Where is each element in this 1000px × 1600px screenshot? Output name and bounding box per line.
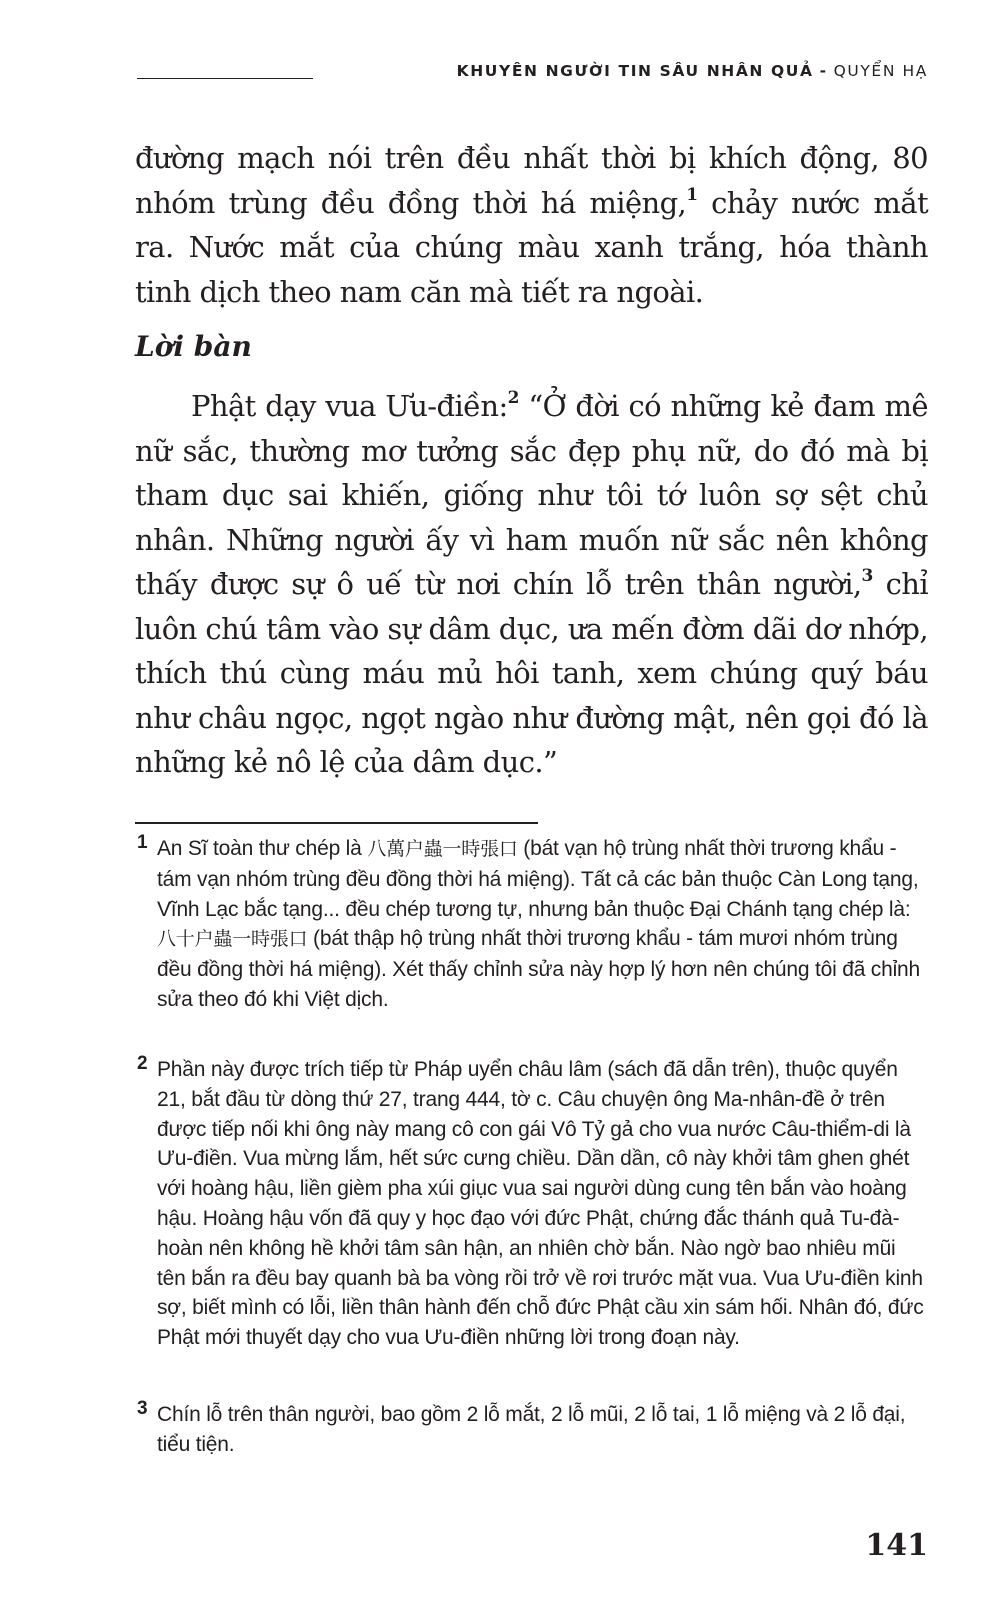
footnote-1-part-c: (bát thập hộ trùng nhất thời trương khẩu - tám mươi nhóm trùng đều đồng thời há miệng). Xét thấy chỉnh sửa này hợp lý hơn nên chúng tôi đã chỉnh sửa theo đó khi Việt dịch.: [157, 927, 921, 1011]
footnote-2: [135, 1055, 928, 1353]
paragraph-2-quote: “Ở đời có những kẻ đam mê nữ sắc, thường mơ tưởng sắc đẹp phụ nữ, do đó mà bị tham dục sai khiến, giống như tôi tớ luôn sợ sệt chủ nhân. Những người ấy vì ham muốn nữ sắc nên không thấy được sự ô uế từ nơi chín lỗ trên thân người,: [135, 389, 928, 601]
header-rule: [137, 78, 313, 79]
footnote-2-text: Phần này được trích tiếp từ Pháp uyển châu lâm (sách đã dẫn trên), thuộc quyển 21, bắt đầu từ dòng thứ 27, trang 444, tờ c. Câu chuyện ông Ma-nhân-đề ở trên được tiếp nối khi ông này mang cô con gái Vô Tỷ gả cho vua nước Câu-thiểm-di là Ưu-điền. Vua mừng lắm, hết sức cưng chiều. Dần dần, cô này khởi tâm ghen ghét với hoàng hậu, liền gièm pha xúi giục vua sai người dùng cung tên bắn vào hoàng hậu. Hoàng hậu vốn đã quy y học đạo với đức Phật, chứng đắc thánh quả Tu-đà-hoàn nên không hề khởi tâm sân hận, an nhiên chờ bắn. Nào ngờ bao nhiêu mũi tên bắn ra đều bay quanh bà ba vòng rồi trở về rơi trước mặt vua. Vua Ưu-điền kinh sợ, biết mình có lỗi, liền thân hành đến chỗ đức Phật cầu xin sám hối. Nhân đó, đức Phật mới thuyết dạy cho vua Ưu-điền những lời trong đoạn này.: [157, 1058, 924, 1350]
paragraph-2-start: Phật dạy vua Ưu-điền:: [191, 389, 508, 423]
running-head: [380, 62, 928, 80]
paragraph-1: [135, 136, 928, 314]
footnote-1-part-b: (bát vạn hộ trùng nhất thời trương khẩu - tám vạn nhóm trùng đều đồng thời há miệng). Tất cả các bản thuộc Càn Long tạng, Vĩnh Lạc bắc tạng... đều chép tương tự, nhưng bản thuộc Đại Chánh tạng chép là:: [157, 837, 919, 921]
footnote-3: [135, 1400, 928, 1460]
paragraph-1-tail: chảy nước mắt ra. Nước mắt của chúng màu xanh trắng, hóa thành tinh dịch theo nam căn mà tiết ra ngoài.: [135, 185, 928, 309]
page-number: 141: [865, 1528, 928, 1563]
footnote-ref-2: 2: [507, 388, 519, 408]
footnote-1-part-a: An Sĩ toàn thư chép là: [157, 837, 368, 860]
footnote-ref-1: 1: [686, 184, 698, 205]
volume-label: QUYỂN HẠ: [833, 62, 928, 80]
footnote-2-number: 2: [137, 1053, 148, 1074]
footnote-1-chinese-a: 八萬户蟲一時張口: [367, 838, 518, 860]
footnote-1: [135, 834, 928, 1015]
footnote-1-text: [157, 834, 928, 1015]
book-title: KHUYÊN NGƯỜI TIN SÂU NHÂN QUẢ: [456, 62, 814, 80]
header-separator: -: [819, 62, 828, 80]
footnote-divider: [135, 822, 538, 824]
paragraph-2: [135, 384, 928, 785]
footnote-3-text: Chín lỗ trên thân người, bao gồm 2 lỗ mắt, 2 lỗ mũi, 2 lỗ tai, 1 lỗ miệng và 2 lỗ đại, tiểu tiện.: [157, 1403, 906, 1456]
paragraph-2-end: chỉ luôn chú tâm vào sự dâm dục, ưa mến đờm dãi dơ nhớp, thích thú cùng máu mủ hôi tanh, xem chúng quý báu như châu ngọc, ngọt ngào như đường mật, nên gọi đó là những kẻ nô lệ của dâm dục.”: [135, 567, 928, 779]
paragraph-1-text: đường mạch nói trên đều nhất thời bị khích động, 80 nhóm trùng đều đồng thời há miệng,: [135, 141, 928, 220]
footnote-1-number: 1: [137, 832, 148, 853]
section-heading: Lời bàn: [135, 330, 252, 363]
footnote-1-chinese-b: 八十户蟲一時張口: [157, 928, 308, 951]
footnote-3-number: 3: [137, 1398, 148, 1419]
footnote-ref-3: 3: [861, 566, 873, 586]
